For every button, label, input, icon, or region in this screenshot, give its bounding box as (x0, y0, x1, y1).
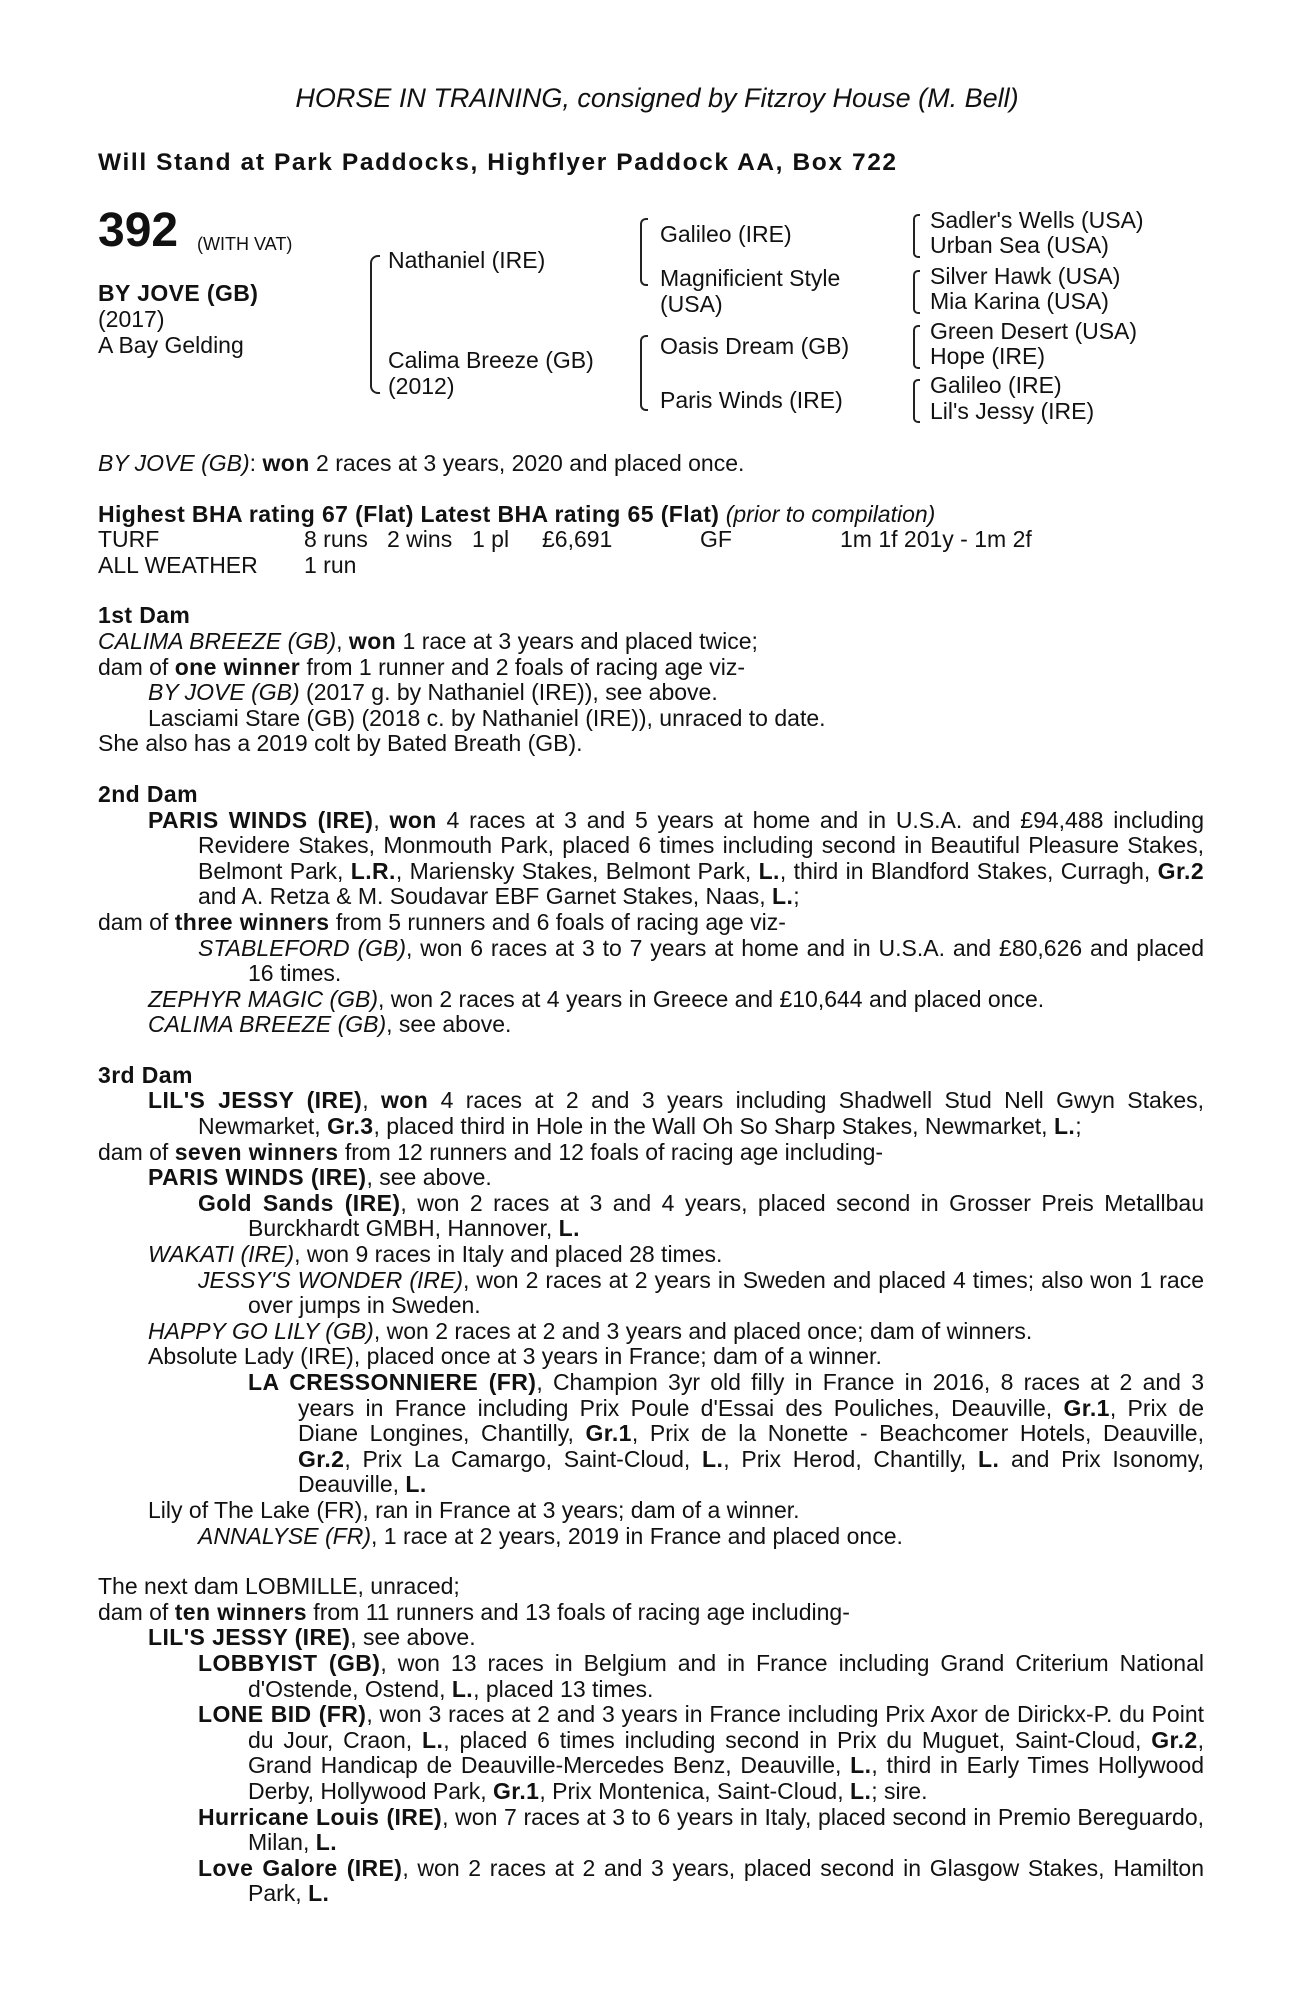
stand-location: Will Stand at Park Paddocks, Highflyer Paddock AA, Box 722 (98, 149, 898, 176)
second-dam-record: PARIS WINDS (IRE), won 4 races at 3 and 5 years at home and in U.S.A. and £94,488 including Revidere Stakes, Monmouth Park, placed 6 times including second in Beautiful Pleasure Stakes, Belmont Park, L.R., Mariensky Stakes, Belmont Park, L., third in Blandford Stakes, Curragh, Gr.2 and A. Retza & M. Soudavar EBF Garnet Stakes, Naas, L.; (148, 806, 1205, 910)
third-dam-progeny-2: Gold Sands (IRE), won 2 races at 3 and 4 years, placed second in Grosser Preis Metallbau Burckhardt GMBH, Hannover, L. (198, 1189, 1204, 1242)
pedigree-dsd: Hope (IRE) (930, 343, 1046, 369)
fourth-dam-progeny-2: LOBBYIST (GB), won 13 races in Belgium and in France including Grand Criterium National d'Ostende, Ostend, L., placed 13 times. (198, 1649, 1204, 1702)
third-dam-record: LIL'S JESSY (IRE), won 4 races at 2 and 3 years including Shadwell Stud Nell Gwyn Stakes, Newmarket, Gr.3, placed third in Hole in the Wall Oh So Sharp Stakes, Newmarket, L.; (148, 1087, 1205, 1140)
pedigree-brace-dam (640, 335, 648, 411)
pedigree-dam-sire: Oasis Dream (GB) (660, 333, 850, 359)
third-dam-produce: dam of seven winners from 12 runners and 12 foals of racing age including- (98, 1138, 884, 1165)
fourth-dam-progeny-4: Hurricane Louis (IRE), won 7 races at 3 to 6 years in Italy, placed second in Premio Bereguardo, Milan, L. (198, 1803, 1204, 1856)
pedigree-dam-year: (2012) (388, 373, 455, 399)
fourth-dam-progeny-5: Love Galore (IRE), won 2 races at 2 and 3 years, placed second in Glasgow Stakes, Hamilton Park, L. (198, 1854, 1204, 1907)
first-dam-record: CALIMA BREEZE (GB), won 1 race at 3 years and placed twice; (98, 627, 758, 654)
third-dam-grand-progeny-2: ANNALYSE (FR), 1 race at 2 years, 2019 in France and placed once. (198, 1522, 903, 1549)
first-dam-progeny-1: BY JOVE (GB) (2017 g. by Nathaniel (IRE)), see above. (148, 679, 718, 706)
pedigree-sds: Silver Hawk (USA) (930, 263, 1121, 289)
pedigree-brace-ds (913, 325, 920, 369)
catalogue-body (98, 451, 1204, 1907)
catalogue-title: HORSE IN TRAINING, consigned by Fitzroy House (M. Bell) (295, 83, 1019, 113)
fourth-dam-progeny-1: LIL'S JESSY (IRE), see above. (148, 1624, 476, 1651)
pedigree-brace-sire (640, 218, 648, 286)
second-dam-progeny-1: STABLEFORD (GB), won 6 races at 3 to 7 years at home and in U.S.A. and £80,626 and placed 16 times. (198, 934, 1204, 987)
first-dam-note: She also has a 2019 colt by Bated Breath (GB). (98, 730, 583, 757)
third-dam-progeny-6: Absolute Lady (IRE), placed once at 3 years in France; dam of a winner. (148, 1343, 882, 1370)
first-dam-heading: 1st Dam (98, 602, 191, 629)
third-dam-heading: 3rd Dam (98, 1061, 193, 1088)
pedigree-sss: Sadler's Wells (USA) (930, 207, 1144, 233)
horse-description: A Bay Gelding (98, 332, 244, 358)
lot-number: 392 (98, 204, 179, 257)
pedigree-ddd: Lil's Jessy (IRE) (930, 398, 1095, 424)
bha-ratings: Highest BHA rating 67 (Flat) Latest BHA rating 65 (Flat) (prior to compilation) (98, 500, 936, 527)
second-dam-progeny-2: ZEPHYR MAGIC (GB), won 2 races at 4 years in Greece and £10,644 and placed once. (148, 985, 1045, 1012)
foaling-year: (2017) (98, 306, 165, 332)
race-summary: BY JOVE (GB): won 2 races at 3 years, 2020 and placed once. (98, 450, 745, 476)
vat-note: (WITH VAT) (197, 234, 293, 254)
pedigree-sire: Nathaniel (IRE) (388, 247, 546, 273)
pedigree-brace-sd (913, 270, 920, 314)
summary-horse-name: BY JOVE (GB) (98, 450, 250, 476)
second-dam-produce: dam of three winners from 5 runners and 6 foals of racing age viz- (98, 908, 786, 935)
pedigree-brace-main (370, 255, 380, 394)
first-dam-produce: dam of one winner from 1 runner and 2 foals of racing age viz- (98, 653, 746, 680)
pedigree-brace-dd (913, 379, 920, 423)
performance-table (98, 527, 1032, 578)
third-dam-progeny-7: Lily of The Lake (FR), ran in France at 3 years; dam of a winner. (148, 1496, 800, 1523)
pedigree-ssd: Urban Sea (USA) (930, 232, 1109, 258)
second-dam-heading: 2nd Dam (98, 780, 198, 807)
pedigree-sire-dam: Magnificient Style (660, 265, 841, 291)
turf-row: TURF 8 runs 2 wins 1 pl £6,691 GF 1m 1f 201y - 1m 2f (98, 526, 1032, 553)
fourth-dam-progeny-3: LONE BID (FR), won 3 races at 2 and 3 years in France including Prix Axor de Dirickx-P. du Point du Jour, Craon, L., placed 6 times including second in Prix du Muguet, Saint-Cloud, Gr.2, Grand Handicap de Deauville-Mercedes Benz, Deauville, L., third in Early Times Hollywood Derby, Hollywood Park, Gr.1, Prix Montenica, Saint-Cloud, L.; sire. (198, 1701, 1204, 1804)
pedigree-sire-sire: Galileo (IRE) (660, 221, 792, 247)
fourth-dam-record: The next dam LOBMILLE, unraced; (98, 1573, 460, 1600)
pedigree-dds: Galileo (IRE) (930, 372, 1062, 398)
third-dam-progeny-1: PARIS WINDS (IRE), see above. (148, 1164, 492, 1191)
second-dam-progeny-3: CALIMA BREEZE (GB), see above. (148, 1011, 512, 1038)
pedigree-dam: Calima Breeze (GB) (388, 347, 594, 373)
third-dam-progeny-5: HAPPY GO LILY (GB), won 2 races at 2 and 3 years and placed once; dam of winners. (148, 1317, 1033, 1344)
pedigree-dss: Green Desert (USA) (930, 318, 1138, 344)
third-dam-progeny-3: WAKATI (IRE), won 9 races in Italy and placed 28 times. (148, 1241, 723, 1268)
horse-name: BY JOVE (GB) (98, 280, 259, 306)
pedigree-brace-ss (913, 214, 920, 258)
all-weather-row: ALL WEATHER 1 run (98, 551, 357, 578)
first-dam-progeny-2: Lasciami Stare (GB) (2018 c. by Nathaniel (IRE)), unraced to date. (148, 704, 826, 731)
pedigree-dam-dam: Paris Winds (IRE) (660, 387, 843, 413)
fourth-dam-produce: dam of ten winners from 11 runners and 13 foals of racing age including- (98, 1598, 850, 1625)
pedigree-sdd: Mia Karina (USA) (930, 288, 1109, 314)
third-dam-grand-progeny-1: LA CRESSONNIERE (FR), Champion 3yr old filly in France in 2016, 8 races at 2 and 3 years in France including Prix Poule d'Essai des Pouliches, Deauville, Gr.1, Prix de Diane Longines, Chantilly, Gr.1, Prix de la Nonette - Beachcomer Hotels, Deauville, Gr.2, Prix La Camargo, Saint-Cloud, L., Prix Herod, Chantilly, L. and Prix Isonomy, Deauville, L. (248, 1369, 1204, 1498)
third-dam-progeny-4: JESSY'S WONDER (IRE), won 2 races at 2 years in Sweden and placed 4 times; also won 1 race over jumps in Sweden. (198, 1266, 1204, 1319)
pedigree-sire-dam-country: (USA) (660, 291, 723, 317)
